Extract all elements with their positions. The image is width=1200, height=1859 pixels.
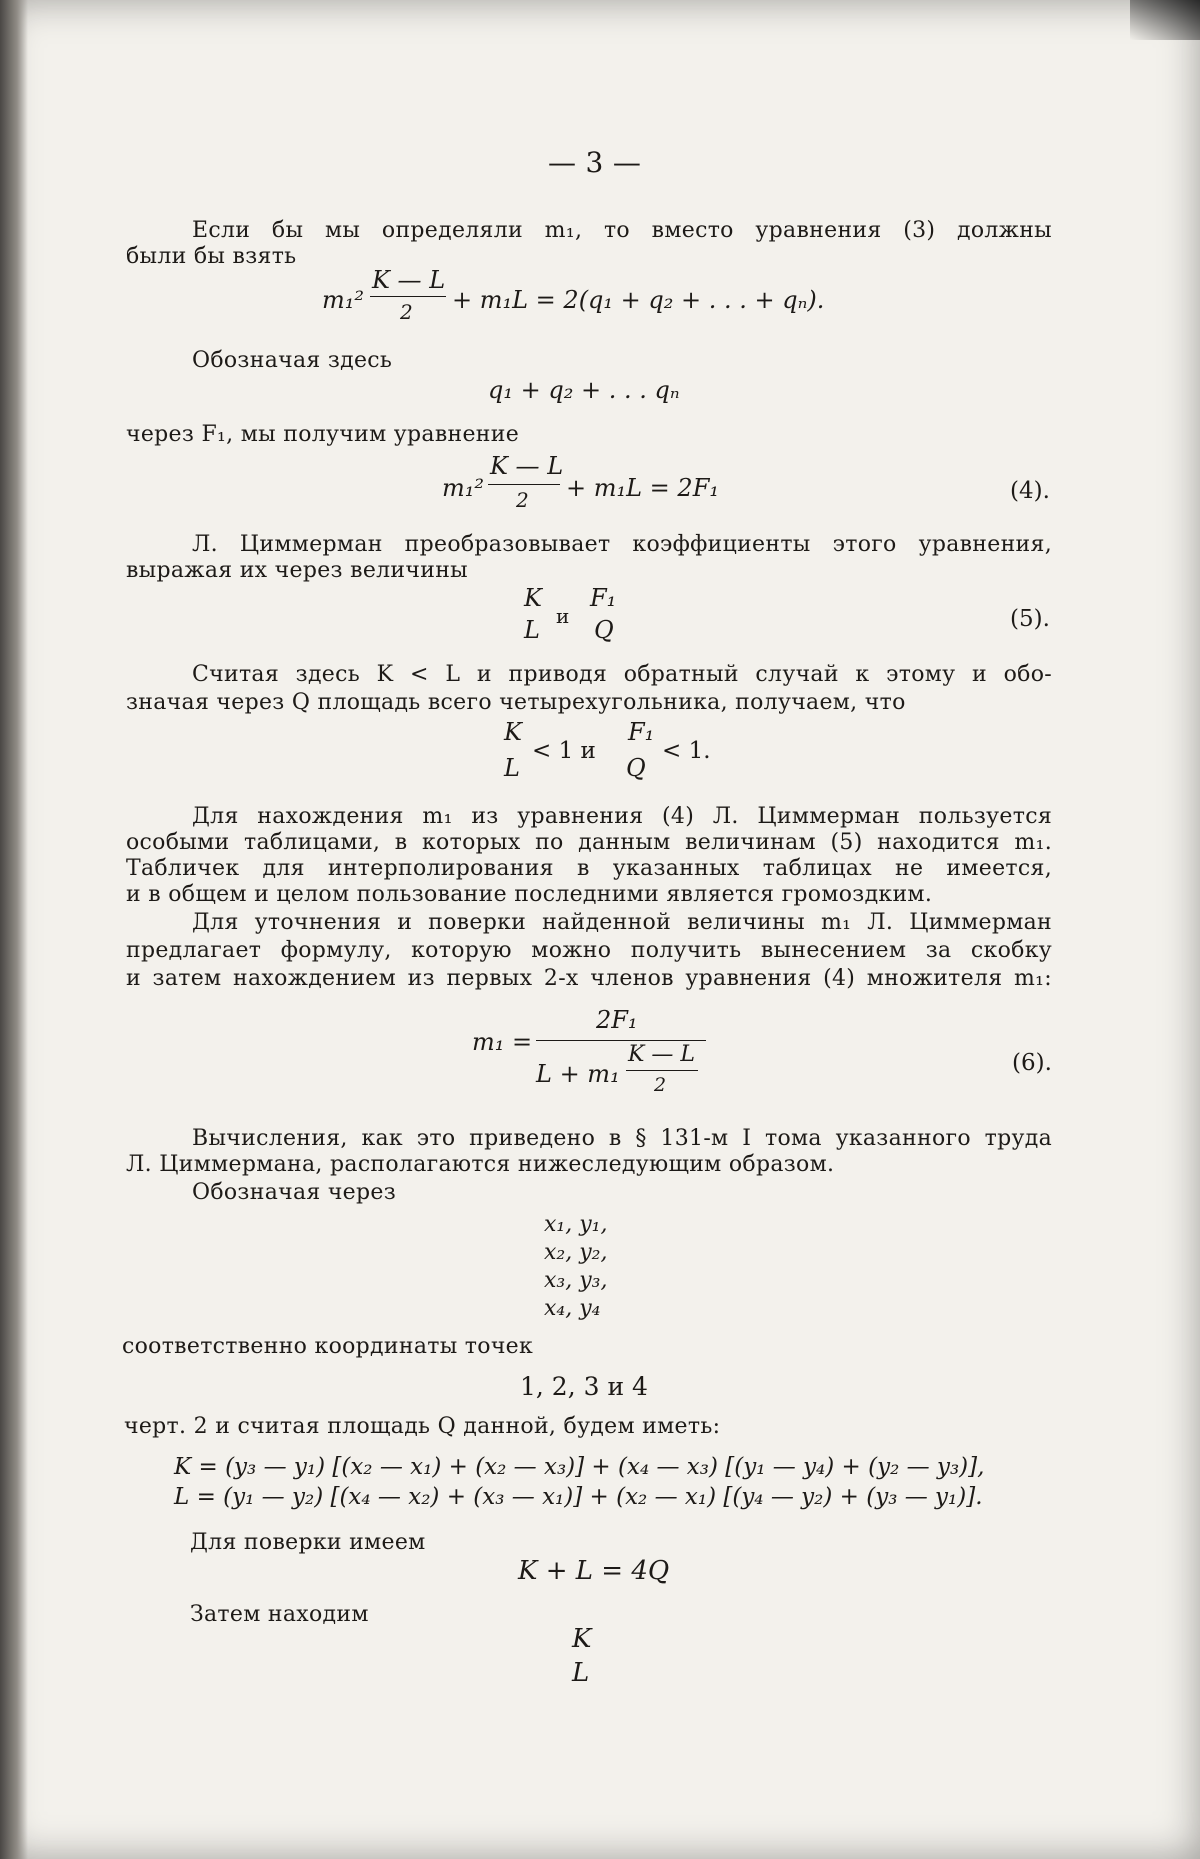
ineq-l: L xyxy=(504,754,520,782)
page-corner-shadow xyxy=(1130,0,1200,40)
paragraph-line: предлагает формулу, которую можно получить вынесением за скобку xyxy=(126,938,1052,963)
eq4-num: K — L xyxy=(490,452,564,480)
ineq-f: F₁ xyxy=(628,718,655,746)
paragraph-line: соответственно координаты точек xyxy=(122,1334,534,1359)
paragraph-line: Если бы мы определяли m₁, то вместо уравнения (3) должны xyxy=(192,218,1052,243)
paragraph-line: и в общем и целом пользование последними является громоздким. xyxy=(126,882,933,907)
paragraph-line: выражая их через величины xyxy=(126,558,468,583)
eq4-left: m₁² xyxy=(442,474,484,502)
paragraph-line: Для уточнения и поверки найденной величины m₁ Л. Циммерман xyxy=(192,910,1052,935)
sum-q: q₁ + q₂ + . . . qₙ xyxy=(488,376,680,404)
paragraph-line: значая через Q площадь всего четырехугольника, получаем, что xyxy=(126,690,906,715)
eq5-l: L xyxy=(524,616,540,644)
final-k: K xyxy=(572,1624,592,1654)
ineq-q: Q xyxy=(626,754,646,782)
k-formula: K = (y₃ — y₁) [(x₂ — x₁) + (x₂ — x₃)] + (x₄ — x₃) [(y₁ — y₄) + (y₂ — y₃)], xyxy=(174,1454,985,1480)
eq-a-left: m₁² xyxy=(322,286,364,314)
page-number: — 3 — xyxy=(548,146,642,179)
eq6-left: m₁ = xyxy=(472,1028,533,1056)
eq6-den-num: K — L xyxy=(628,1042,696,1067)
points-list: 1, 2, 3 и 4 xyxy=(520,1372,648,1401)
fraction-bar xyxy=(370,296,446,297)
paragraph-line: особыми таблицами, в которых по данным величинам (5) находится m₁. xyxy=(126,830,1052,855)
coord-line: x₂, y₂, xyxy=(544,1240,608,1265)
page-spine-shadow xyxy=(0,0,28,1859)
paragraph-line: Считая здесь K < L и приводя обратный случай к этому и обо- xyxy=(192,662,1052,687)
ineq-mid: < 1 и xyxy=(532,738,596,764)
eq-a-right: + m₁L = 2(q₁ + q₂ + . . . + qₙ). xyxy=(452,286,825,314)
check-formula: K + L = 4Q xyxy=(518,1556,670,1586)
paragraph-line: были бы взять xyxy=(126,244,297,269)
paragraph-line: Л. Циммерман преобразовывает коэффициенты этого уравнения, xyxy=(192,532,1052,557)
paragraph-line: и затем нахождением из первых 2-х членов уравнения (4) множителя m₁: xyxy=(126,966,1052,991)
equation-tag: (6). xyxy=(1012,1050,1052,1076)
l-formula: L = (y₁ — y₂) [(x₄ — x₂) + (x₃ — x₁)] + (x₂ — x₁) [(y₄ — y₂) + (y₃ — y₁)]. xyxy=(174,1484,983,1510)
equation-tag: (4). xyxy=(1010,478,1050,504)
paragraph-line: через F₁, мы получим уравнение xyxy=(126,422,520,447)
coord-line: x₃, y₃, xyxy=(544,1268,608,1293)
paragraph-line: Вычисления, как это приведено в § 131-м I тома указанного труда xyxy=(192,1126,1052,1151)
paragraph-line: Обозначая через xyxy=(192,1180,397,1205)
eq4-den: 2 xyxy=(516,488,529,512)
eq5-and: и xyxy=(556,604,570,628)
paragraph-line: Обозначая здесь xyxy=(192,348,393,373)
eq6-num: 2F₁ xyxy=(596,1006,638,1034)
fraction-bar xyxy=(536,1040,706,1041)
paragraph-line: Табличек для интерполирования в указанных таблицах не имеется, xyxy=(126,856,1052,881)
eq5-f: F₁ xyxy=(590,584,617,612)
eq6-den-a: L + m₁ xyxy=(536,1060,620,1088)
fraction-bar xyxy=(626,1070,698,1071)
equation-tag: (5). xyxy=(1010,606,1050,632)
paragraph-line: Л. Циммермана, располагаются нижеследующим образом. xyxy=(126,1152,835,1177)
paragraph-line: Затем находим xyxy=(190,1602,369,1627)
eq4-right: + m₁L = 2F₁ xyxy=(566,474,719,502)
final-l: L xyxy=(572,1658,590,1688)
ineq-end: < 1. xyxy=(662,738,711,764)
paragraph-line: черт. 2 и считая площадь Q данной, будем иметь: xyxy=(124,1414,721,1439)
eq5-k: K xyxy=(524,584,542,612)
ineq-k: K xyxy=(504,718,522,746)
coord-line: x₁, y₁, xyxy=(544,1212,608,1237)
eq-a-num: K — L xyxy=(372,266,446,294)
paragraph-line: Для нахождения m₁ из уравнения (4) Л. Циммерман пользуется xyxy=(192,804,1052,829)
coord-line: x₄, y₄ xyxy=(544,1296,601,1321)
eq5-q: Q xyxy=(594,616,614,644)
eq-a-den: 2 xyxy=(400,300,413,324)
eq6-den-den: 2 xyxy=(654,1074,667,1096)
fraction-bar xyxy=(488,484,560,485)
paragraph-line: Для поверки имеем xyxy=(190,1530,426,1555)
